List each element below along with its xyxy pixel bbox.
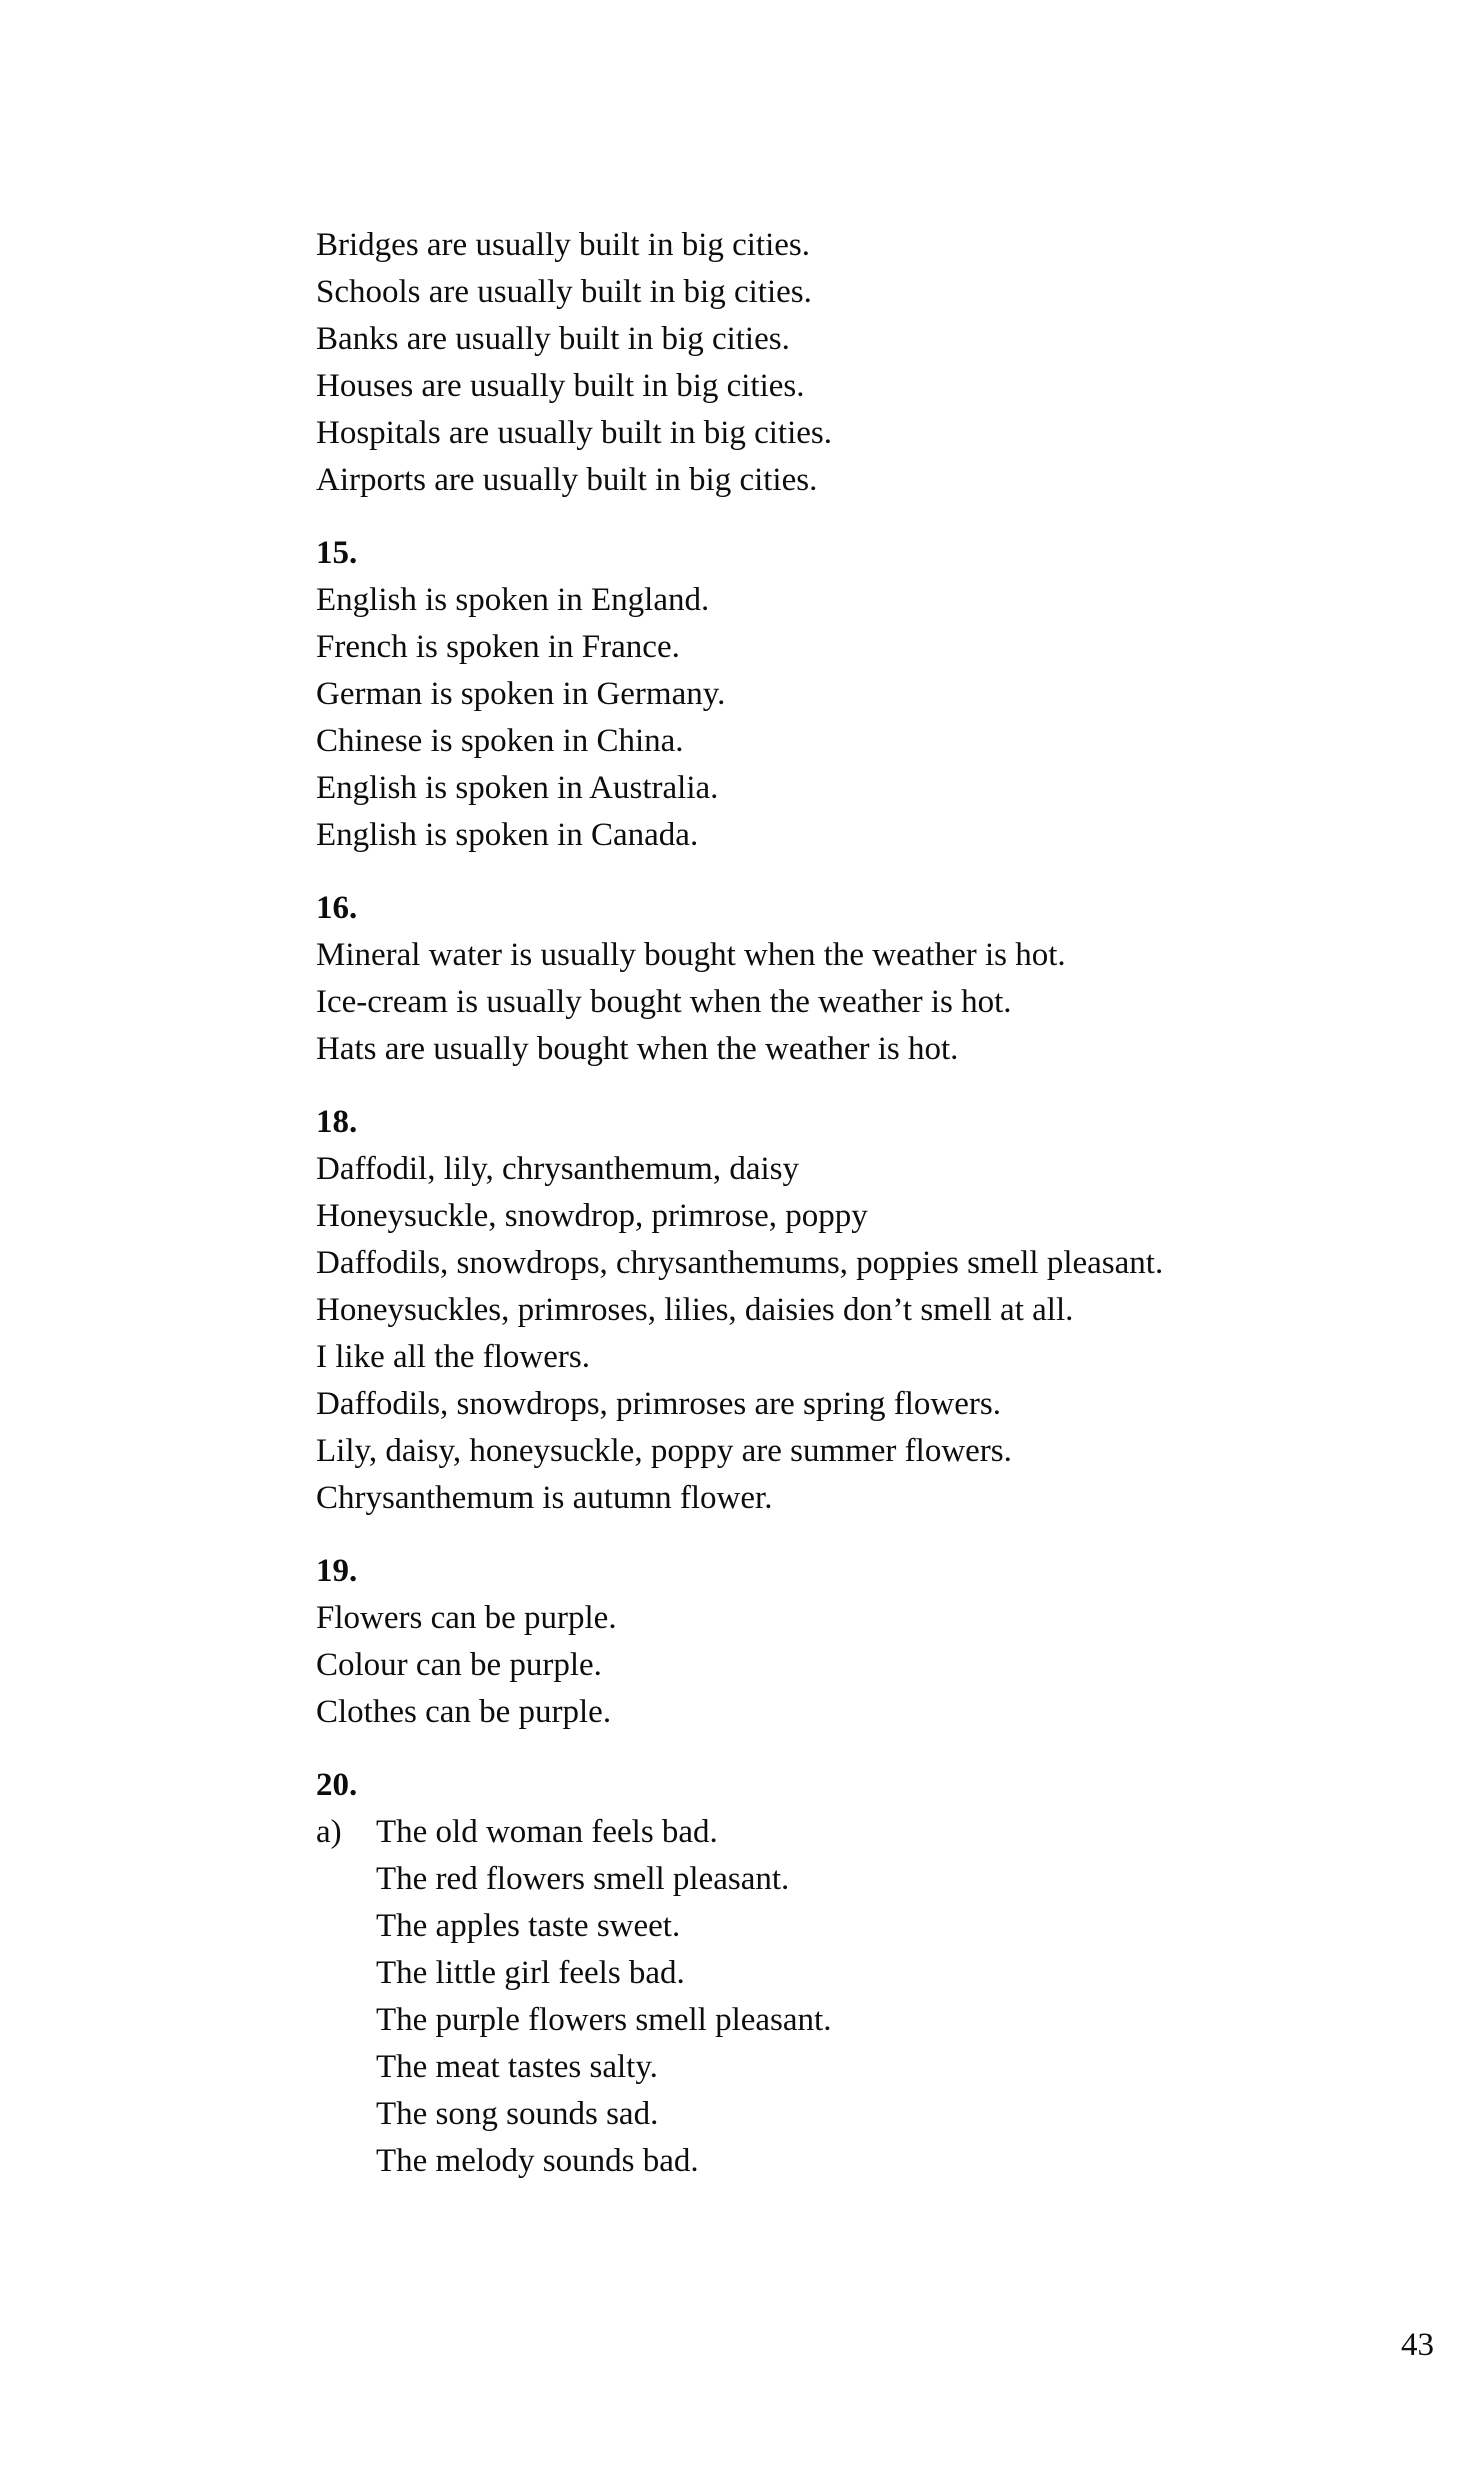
section-number-heading: 20. bbox=[316, 1767, 358, 1803]
text-line: Flowers can be purple. bbox=[316, 1600, 617, 1636]
text-line: Ice-cream is usually bought when the weather is hot. bbox=[316, 984, 1012, 1020]
text-line: Lily, daisy, honeysuckle, poppy are summer flowers. bbox=[316, 1433, 1012, 1469]
text-line: Airports are usually built in big cities. bbox=[316, 462, 818, 498]
text-line: Banks are usually built in big cities. bbox=[316, 321, 790, 357]
text-line: Honeysuckle, snowdrop, primrose, poppy bbox=[316, 1198, 868, 1234]
text-line: English is spoken in Canada. bbox=[316, 817, 699, 853]
text-line: The melody sounds bad. bbox=[376, 2143, 699, 2179]
exercise-section bbox=[316, 885, 1436, 1073]
text-line: Colour can be purple. bbox=[316, 1647, 602, 1683]
text-line: Chrysanthemum is autumn flower. bbox=[316, 1480, 773, 1516]
text-line: German is spoken in Germany. bbox=[316, 676, 726, 712]
exercise-section bbox=[316, 1099, 1436, 1522]
text-line: Hospitals are usually built in big cities. bbox=[316, 415, 833, 451]
text-line: French is spoken in France. bbox=[316, 629, 680, 665]
text-line bbox=[316, 1809, 1436, 1856]
text-line: The meat tastes salty. bbox=[376, 2049, 658, 2085]
text-line: I like all the flowers. bbox=[316, 1339, 590, 1375]
section-number-heading: 18. bbox=[316, 1104, 358, 1140]
text-line: The song sounds sad. bbox=[376, 2096, 659, 2132]
exercise-section bbox=[316, 530, 1436, 859]
text-line: Clothes can be purple. bbox=[316, 1694, 612, 1730]
text-line: Schools are usually built in big cities. bbox=[316, 274, 812, 310]
text-line: Bridges are usually built in big cities. bbox=[316, 227, 811, 263]
section-number-heading: 16. bbox=[316, 890, 358, 926]
text-line: English is spoken in England. bbox=[316, 582, 710, 618]
text-line: Mineral water is usually bought when the weather is hot. bbox=[316, 937, 1066, 973]
text-line: Honeysuckles, primroses, lilies, daisies don’t smell at all. bbox=[316, 1292, 1074, 1328]
text-line: Daffodil, lily, chrysanthemum, daisy bbox=[316, 1151, 799, 1187]
text-line: Daffodils, snowdrops, primroses are spring flowers. bbox=[316, 1386, 1001, 1422]
text-line: Chinese is spoken in China. bbox=[316, 723, 684, 759]
section-number-heading: 19. bbox=[316, 1553, 358, 1589]
text-line: The red flowers smell pleasant. bbox=[376, 1861, 790, 1897]
section-number-heading: 15. bbox=[316, 535, 358, 571]
page-number: 43 bbox=[1401, 2327, 1434, 2363]
exercise-section bbox=[316, 1762, 1436, 2185]
exercise-section bbox=[316, 222, 1436, 504]
text-line: Hats are usually bought when the weather is hot. bbox=[316, 1031, 959, 1067]
text-line: English is spoken in Australia. bbox=[316, 770, 719, 806]
line-text: The old woman feels bad. bbox=[376, 1814, 718, 1850]
exercise-section bbox=[316, 1548, 1436, 1736]
text-line: The apples taste sweet. bbox=[376, 1908, 681, 1944]
text-line: Daffodils, snowdrops, chrysanthemums, poppies smell pleasant. bbox=[316, 1245, 1164, 1281]
text-block bbox=[316, 222, 1436, 2185]
text-line: The purple flowers smell pleasant. bbox=[376, 2002, 832, 2038]
list-item-marker: a) bbox=[316, 1814, 342, 1850]
text-line: Houses are usually built in big cities. bbox=[316, 368, 805, 404]
text-line: The little girl feels bad. bbox=[376, 1955, 685, 1991]
